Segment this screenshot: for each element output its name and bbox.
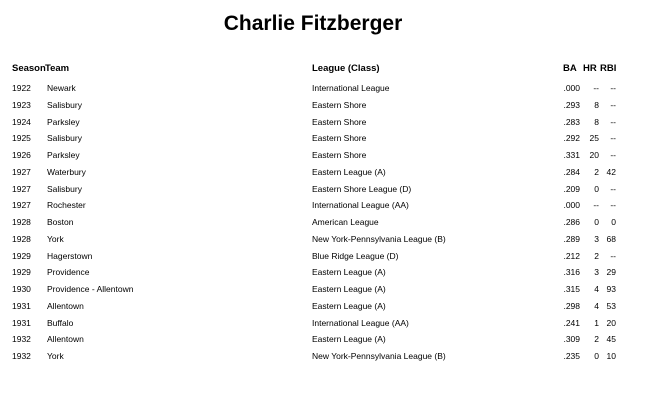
cell-team: Providence <box>47 267 90 278</box>
cell-season: 1927 <box>12 166 31 177</box>
table-row <box>0 148 652 165</box>
table-row <box>0 349 652 366</box>
cell-rbi: -- <box>610 200 616 211</box>
cell-rbi: 93 <box>606 284 616 294</box>
header-ba: BA <box>563 63 577 74</box>
cell-ba: .209 <box>563 183 580 194</box>
cell-ba: .286 <box>563 217 580 227</box>
table-row <box>0 316 652 333</box>
cell-season: 1932 <box>12 351 31 361</box>
cell-season: 1925 <box>12 133 31 144</box>
table-row <box>0 115 652 132</box>
table-row <box>0 81 652 98</box>
cell-season: 1924 <box>12 116 31 127</box>
cell-ba: .316 <box>563 267 580 278</box>
cell-hr: 4 <box>594 284 599 294</box>
cell-ba: .309 <box>563 334 580 345</box>
cell-season: 1926 <box>12 150 31 160</box>
cell-team: Providence - Allentown <box>47 284 134 294</box>
header-season: Season <box>12 63 46 74</box>
cell-hr: 8 <box>594 99 599 110</box>
cell-hr: 3 <box>594 233 599 244</box>
header-rbi: RBI <box>600 63 617 74</box>
cell-rbi: -- <box>610 116 616 127</box>
cell-league: Eastern League (A) <box>312 334 386 345</box>
cell-hr: 2 <box>594 166 599 177</box>
cell-season: 1928 <box>12 217 31 227</box>
page-title: Charlie Fitzberger <box>223 12 403 35</box>
cell-hr: 0 <box>594 351 599 361</box>
cell-league: Eastern Shore League (D) <box>312 183 412 194</box>
cell-league: International League <box>312 83 390 93</box>
cell-season: 1923 <box>12 99 31 110</box>
cell-season: 1931 <box>12 317 31 328</box>
cell-hr: 25 <box>589 133 599 144</box>
cell-league: Eastern Shore <box>312 116 367 127</box>
cell-ba: .284 <box>563 166 580 177</box>
cell-hr: 4 <box>594 300 599 311</box>
table-row <box>0 198 652 215</box>
cell-league: Eastern League (A) <box>312 284 386 294</box>
cell-league: New York-Pennsylvania League (B) <box>312 233 446 244</box>
cell-team: Allentown <box>47 300 84 311</box>
table-row <box>0 182 652 199</box>
cell-rbi: -- <box>610 133 616 144</box>
header-league: League (Class) <box>312 63 380 74</box>
cell-rbi: 10 <box>606 351 616 361</box>
cell-team: Salisbury <box>47 99 82 110</box>
cell-hr: 20 <box>589 150 599 160</box>
cell-hr: 1 <box>594 317 599 328</box>
header-hr: HR <box>583 63 597 74</box>
table-row <box>0 265 652 282</box>
table-row <box>0 215 652 232</box>
cell-team: Waterbury <box>47 166 86 177</box>
cell-team: Buffalo <box>47 317 74 328</box>
cell-ba: .283 <box>563 116 580 127</box>
cell-league: Eastern Shore <box>312 133 367 144</box>
cell-hr: 2 <box>594 334 599 345</box>
table-row <box>0 332 652 349</box>
cell-ba: .235 <box>563 351 580 361</box>
cell-team: York <box>47 351 64 361</box>
cell-rbi: 68 <box>606 233 616 244</box>
cell-team: Rochester <box>47 200 86 211</box>
cell-team: York <box>47 233 64 244</box>
cell-rbi: 29 <box>606 267 616 278</box>
cell-team: Salisbury <box>47 183 82 194</box>
cell-season: 1929 <box>12 250 31 261</box>
cell-team: Salisbury <box>47 133 82 144</box>
cell-season: 1931 <box>12 300 31 311</box>
cell-league: Eastern Shore <box>312 150 367 160</box>
cell-league: Eastern League (A) <box>312 267 386 278</box>
cell-hr: 0 <box>594 183 599 194</box>
cell-team: Allentown <box>47 334 84 345</box>
cell-team: Hagerstown <box>47 250 93 261</box>
cell-rbi: -- <box>610 150 616 160</box>
cell-team: Parksley <box>47 116 80 127</box>
cell-rbi: 0 <box>611 217 616 227</box>
cell-hr: -- <box>593 83 599 93</box>
table-row <box>0 165 652 182</box>
cell-ba: .315 <box>563 284 580 294</box>
cell-ba: .293 <box>563 99 580 110</box>
cell-ba: .241 <box>563 317 580 328</box>
cell-league: American League <box>312 217 379 227</box>
cell-season: 1928 <box>12 233 31 244</box>
cell-rbi: 53 <box>606 300 616 311</box>
cell-league: International League (AA) <box>312 317 409 328</box>
cell-ba: .000 <box>563 200 580 211</box>
table-row <box>0 249 652 266</box>
cell-league: Blue Ridge League (D) <box>312 250 399 261</box>
cell-ba: .292 <box>563 133 580 144</box>
table-row <box>0 98 652 115</box>
table-row <box>0 232 652 249</box>
cell-rbi: 42 <box>606 166 616 177</box>
cell-hr: 2 <box>594 250 599 261</box>
cell-league: Eastern Shore <box>312 99 367 110</box>
cell-league: Eastern League (A) <box>312 300 386 311</box>
cell-league: New York-Pennsylvania League (B) <box>312 351 446 361</box>
cell-ba: .212 <box>563 250 580 261</box>
cell-ba: .000 <box>563 83 580 93</box>
cell-team: Newark <box>47 83 76 93</box>
cell-season: 1929 <box>12 267 31 278</box>
table-row <box>0 299 652 316</box>
cell-season: 1930 <box>12 284 31 294</box>
cell-rbi: -- <box>610 99 616 110</box>
cell-rbi: 20 <box>606 317 616 328</box>
cell-season: 1922 <box>12 83 31 93</box>
cell-team: Parksley <box>47 150 80 160</box>
cell-league: International League (AA) <box>312 200 409 211</box>
table-row <box>0 282 652 299</box>
cell-ba: .298 <box>563 300 580 311</box>
header-team: Team <box>45 63 70 74</box>
cell-hr: -- <box>593 200 599 211</box>
cell-league: Eastern League (A) <box>312 166 386 177</box>
cell-season: 1932 <box>12 334 31 345</box>
stats-table-body <box>0 81 652 366</box>
cell-hr: 0 <box>594 217 599 227</box>
cell-rbi: -- <box>610 83 616 93</box>
cell-rbi: 45 <box>606 334 616 345</box>
table-header <box>0 63 652 77</box>
cell-team: Boston <box>47 217 74 227</box>
cell-season: 1927 <box>12 200 31 211</box>
cell-hr: 3 <box>594 267 599 278</box>
table-row <box>0 131 652 148</box>
cell-rbi: -- <box>610 183 616 194</box>
cell-ba: .289 <box>563 233 580 244</box>
cell-hr: 8 <box>594 116 599 127</box>
cell-season: 1927 <box>12 183 31 194</box>
cell-rbi: -- <box>610 250 616 261</box>
cell-ba: .331 <box>563 150 580 160</box>
